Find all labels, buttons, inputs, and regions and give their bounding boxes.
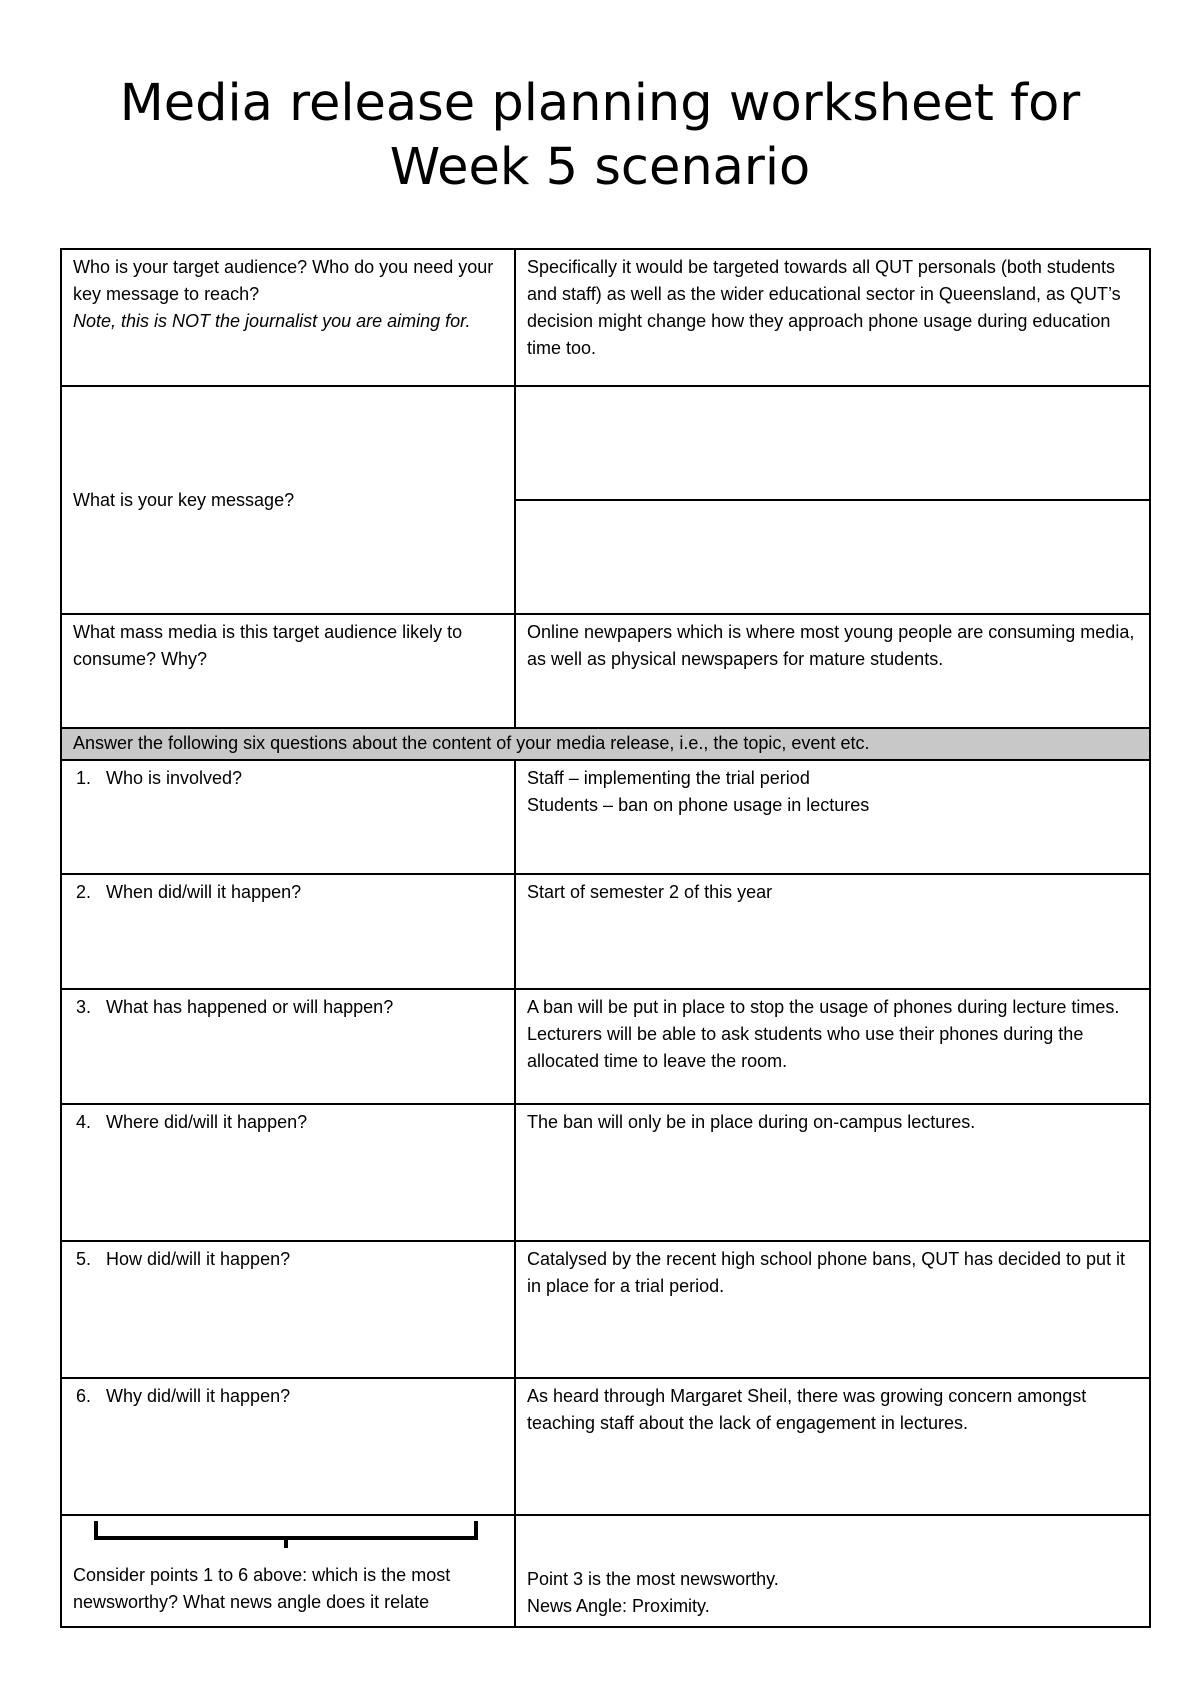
bracket-icon bbox=[93, 1518, 483, 1548]
newsworthy-answer-cell[interactable] bbox=[515, 1515, 1150, 1627]
answer-cell-2[interactable] bbox=[515, 874, 1150, 989]
question-row-2 bbox=[61, 874, 1150, 989]
key-message-row bbox=[61, 386, 1150, 500]
question-text-1: Who is involved? bbox=[106, 768, 243, 788]
instructions-banner-row bbox=[61, 728, 1150, 760]
question-cell-4 bbox=[61, 1104, 515, 1241]
answer-cell-3[interactable] bbox=[515, 989, 1150, 1104]
question-row-3 bbox=[61, 989, 1150, 1104]
mass-media-question: What mass media is this target audience likely to consume? Why? bbox=[73, 622, 463, 669]
title-line-1: Media release planning worksheet for bbox=[119, 74, 1081, 133]
question-cell-2 bbox=[61, 874, 515, 989]
answer-1-line-2: Students – ban on phone usage in lectures bbox=[527, 795, 870, 815]
key-message-answer-cell-1[interactable] bbox=[515, 386, 1150, 500]
mass-media-answer-cell[interactable] bbox=[515, 614, 1150, 728]
instructions-banner: Answer the following six questions about the content of your media release, i.e., the topic, event etc. bbox=[61, 728, 1150, 760]
question-cell-6 bbox=[61, 1378, 515, 1515]
question-text-2: When did/will it happen? bbox=[106, 882, 302, 902]
audience-answer: Specifically it would be targeted towards all QUT personals (both students and staff) as well as the wider educational sector in Queensland, as QUT’s decision might change how they approach phone usage during education time too. bbox=[527, 257, 1121, 358]
question-cell-3 bbox=[61, 989, 515, 1104]
key-message-question: What is your key message? bbox=[73, 489, 295, 510]
mass-media-row bbox=[61, 614, 1150, 728]
newsworthy-answer-2: News Angle: Proximity. bbox=[527, 1596, 710, 1616]
question-text-3: What has happened or will happen? bbox=[106, 997, 394, 1017]
question-text-5: How did/will it happen? bbox=[106, 1249, 291, 1269]
newsworthy-answer-1: Point 3 is the most newsworthy. bbox=[527, 1569, 779, 1589]
answer-cell-4[interactable] bbox=[515, 1104, 1150, 1241]
question-cell-5 bbox=[61, 1241, 515, 1378]
mass-media-question-cell bbox=[61, 614, 515, 728]
question-row-4 bbox=[61, 1104, 1150, 1241]
newsworthy-row bbox=[61, 1515, 1150, 1627]
audience-answer-cell[interactable] bbox=[515, 249, 1150, 386]
audience-question-cell bbox=[61, 249, 515, 386]
page-title bbox=[0, 72, 1200, 200]
audience-row bbox=[61, 249, 1150, 386]
question-row-1 bbox=[61, 760, 1150, 874]
mass-media-answer: Online newpapers which is where most young people are consuming media, as well as physical newspapers for mature students. bbox=[527, 622, 1135, 669]
question-number-5: 5. bbox=[76, 1249, 92, 1269]
answer-4: The ban will only be in place during on-campus lectures. bbox=[527, 1112, 976, 1132]
title-line-2: Week 5 scenario bbox=[389, 138, 811, 197]
question-cell-1 bbox=[61, 760, 515, 874]
bracket-graphic bbox=[73, 1518, 504, 1562]
question-number-3: 3. bbox=[76, 997, 92, 1017]
answer-cell-6[interactable] bbox=[515, 1378, 1150, 1515]
question-number-2: 2. bbox=[76, 882, 92, 902]
question-text-6: Why did/will it happen? bbox=[106, 1386, 291, 1406]
audience-question: Who is your target audience? Who do you need your key message to reach? bbox=[73, 257, 494, 304]
question-number-6: 6. bbox=[76, 1386, 92, 1406]
key-message-question-cell bbox=[61, 386, 515, 614]
answer-1-line-1: Staff – implementing the trial period bbox=[527, 768, 810, 788]
question-row-5 bbox=[61, 1241, 1150, 1378]
answer-6: As heard through Margaret Sheil, there was growing concern amongst teaching staff about the lack of engagement in lectures. bbox=[527, 1386, 1087, 1433]
answer-5: Catalysed by the recent high school phone bans, QUT has decided to put it in place for a trial period. bbox=[527, 1249, 1126, 1296]
question-row-6 bbox=[61, 1378, 1150, 1515]
answer-cell-5[interactable] bbox=[515, 1241, 1150, 1378]
answer-cell-1[interactable] bbox=[515, 760, 1150, 874]
answer-3: A ban will be put in place to stop the usage of phones during lecture times. Lecturers will be able to ask students who use their phones during the allocated time to leave the room. bbox=[527, 997, 1120, 1071]
question-text-4: Where did/will it happen? bbox=[106, 1112, 308, 1132]
newsworthy-question-cell bbox=[61, 1515, 515, 1627]
key-message-answer-cell-2[interactable] bbox=[515, 500, 1150, 614]
audience-note: Note, this is NOT the journalist you are aiming for. bbox=[73, 311, 471, 331]
worksheet-table bbox=[60, 248, 1151, 1628]
answer-2: Start of semester 2 of this year bbox=[527, 882, 773, 902]
newsworthy-question: Consider points 1 to 6 above: which is the most newsworthy? What news angle does it relate bbox=[73, 1565, 451, 1612]
question-number-4: 4. bbox=[76, 1112, 92, 1132]
question-number-1: 1. bbox=[76, 768, 92, 788]
